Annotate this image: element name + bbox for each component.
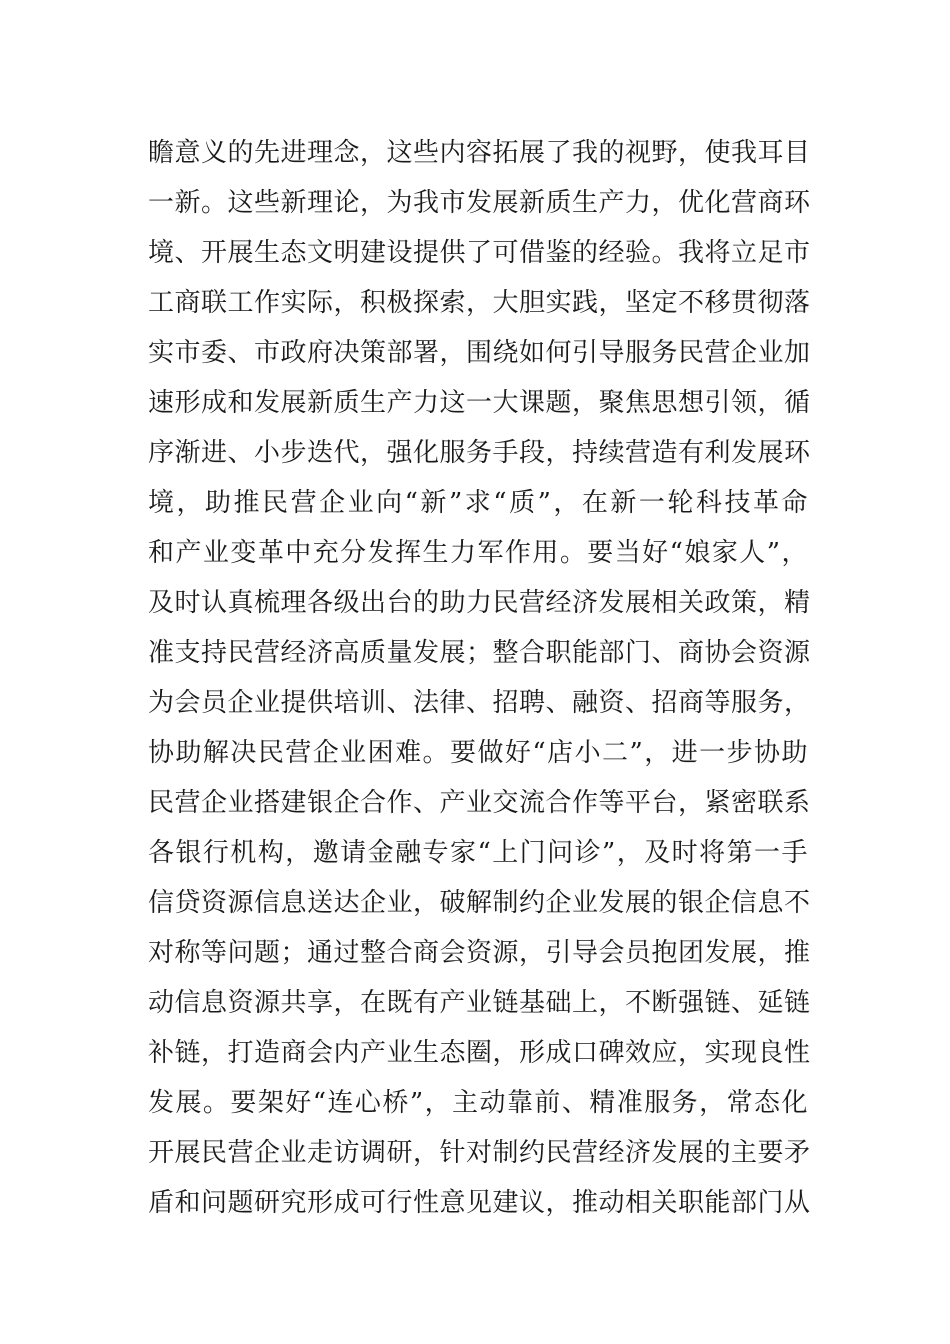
text-line: 对称等问题；通过整合商会资源，引导会员抱团发展，推 [148,938,811,968]
body-text [148,128,811,1228]
text-line: 速形成和发展新质生产力这一大课题，聚焦思想引领，循 [148,388,811,418]
text-line: 开展民营企业走访调研，针对制约民营经济发展的主要矛 [148,1138,811,1168]
text-line: 工商联工作实际，积极探索，大胆实践，坚定不移贯彻落 [148,288,811,318]
text-line: 境，助推民营企业向“新”求“质”，在新一轮科技革命 [148,488,808,518]
text-line: 境、开展生态文明建设提供了可借鉴的经验。我将立足市 [148,238,811,268]
text-line: 和产业变革中充分发挥生力军作用。要当好“娘家人”， [148,538,808,568]
text-line: 协助解决民营企业困难。要做好“店小二”，进一步协助 [148,738,808,768]
text-line: 补链，打造商会内产业生态圈，形成口碑效应，实现良性 [148,1038,811,1068]
text-line: 及时认真梳理各级出台的助力民营经济发展相关政策，精 [148,588,811,618]
text-line: 发展。要架好“连心桥”，主动靠前、精准服务，常态化 [148,1088,808,1118]
text-line: 瞻意义的先进理念，这些内容拓展了我的视野，使我耳目 [148,138,811,168]
text-line: 各银行机构，邀请金融专家“上门问诊”，及时将第一手 [148,838,808,868]
text-line: 准支持民营经济高质量发展；整合职能部门、商协会资源 [148,638,811,668]
text-line: 盾和问题研究形成可行性意见建议，推动相关职能部门从 [148,1188,811,1218]
text-line: 为会员企业提供培训、法律、招聘、融资、招商等服务， [148,688,811,718]
text-line: 实市委、市政府决策部署，围绕如何引导服务民营企业加 [148,338,811,368]
text-line: 动信息资源共享，在既有产业链基础上，不断强链、延链 [148,988,811,1018]
text-line: 序渐进、小步迭代，强化服务手段，持续营造有利发展环 [148,438,811,468]
text-line: 一新。这些新理论，为我市发展新质生产力，优化营商环 [148,188,811,218]
text-line: 信贷资源信息送达企业，破解制约企业发展的银企信息不 [148,888,811,918]
text-line: 民营企业搭建银企合作、产业交流合作等平台，紧密联系 [148,788,811,818]
